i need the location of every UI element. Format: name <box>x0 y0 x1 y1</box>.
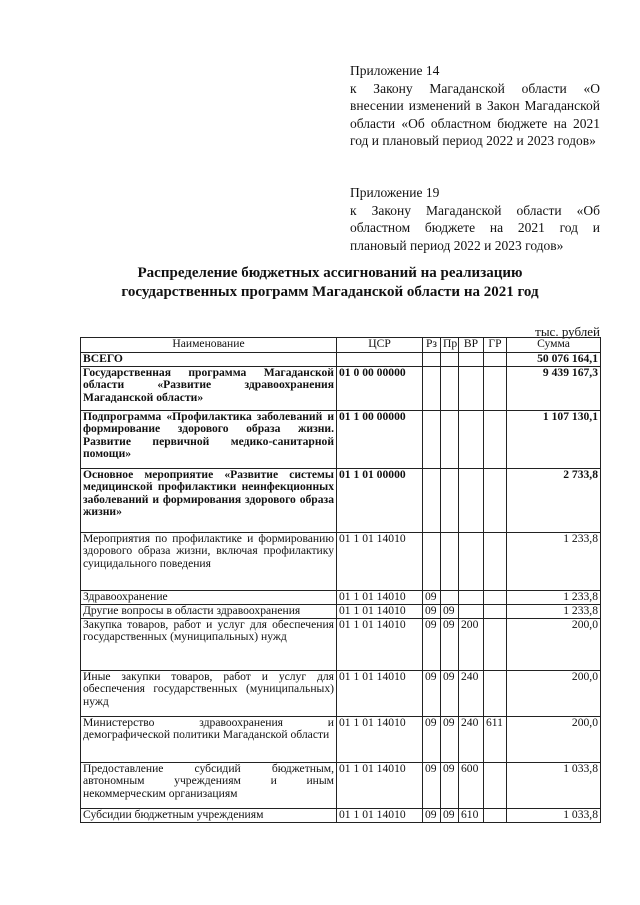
row-sum: 1 233,8 <box>507 604 601 618</box>
row-vr <box>459 604 484 618</box>
row-name: Здравоохранение <box>81 590 337 604</box>
row-csr: 01 1 01 14010 <box>337 604 423 618</box>
row-name: Мероприятия по профилактике и формированию здорового образа жизни, включая профилактику суицидального поведения <box>81 532 337 590</box>
row-vr: 600 <box>459 762 484 808</box>
row-csr <box>337 353 423 367</box>
row-name: Министерство здравоохранения и демографической политики Магаданской области <box>81 716 337 762</box>
document-title-line-2: государственных программ Магаданской области на 2021 год <box>121 284 539 300</box>
table-header-row <box>81 338 601 353</box>
row-rz <box>423 353 441 367</box>
table-row <box>81 808 601 822</box>
row-gr <box>484 353 507 367</box>
row-csr: 01 1 01 14010 <box>337 618 423 670</box>
row-rz: 09 <box>423 670 441 716</box>
row-pr <box>441 590 459 604</box>
row-name: Иные закупки товаров, работ и услуг для обеспечения государственных (муниципальных) нужд <box>81 670 337 716</box>
row-gr <box>484 366 507 410</box>
header-vr: ВР <box>459 338 484 353</box>
row-vr: 240 <box>459 716 484 762</box>
row-vr <box>459 468 484 532</box>
row-vr <box>459 410 484 468</box>
row-vr: 610 <box>459 808 484 822</box>
row-pr: 09 <box>441 808 459 822</box>
row-rz: 09 <box>423 808 441 822</box>
row-csr: 01 0 00 00000 <box>337 366 423 410</box>
table-row <box>81 468 601 532</box>
document-title-line-1: Распределение бюджетных ассигнований на реализацию <box>137 265 523 281</box>
row-vr: 200 <box>459 618 484 670</box>
row-pr: 09 <box>441 618 459 670</box>
row-gr <box>484 670 507 716</box>
row-sum: 200,0 <box>507 716 601 762</box>
header-pr: Пр <box>441 338 459 353</box>
row-rz: 09 <box>423 716 441 762</box>
row-sum: 50 076 164,1 <box>507 353 601 367</box>
row-pr <box>441 532 459 590</box>
table-row <box>81 353 601 367</box>
row-name: Другие вопросы в области здравоохранения <box>81 604 337 618</box>
row-sum: 200,0 <box>507 670 601 716</box>
row-name: Предоставление субсидий бюджетным, автономным учреждениям и иным некоммерческим организациям <box>81 762 337 808</box>
row-gr <box>484 468 507 532</box>
row-sum: 2 733,8 <box>507 468 601 532</box>
row-vr <box>459 366 484 410</box>
table-row <box>81 762 601 808</box>
row-sum: 1 233,8 <box>507 532 601 590</box>
table-row <box>81 716 601 762</box>
allocation-table <box>80 337 601 823</box>
row-csr: 01 1 01 14010 <box>337 808 423 822</box>
table-row <box>81 590 601 604</box>
row-gr <box>484 604 507 618</box>
table-row <box>81 618 601 670</box>
row-csr: 01 1 01 14010 <box>337 716 423 762</box>
row-vr <box>459 590 484 604</box>
row-gr <box>484 410 507 468</box>
row-sum: 1 233,8 <box>507 590 601 604</box>
row-rz: 09 <box>423 762 441 808</box>
row-csr: 01 1 01 14010 <box>337 532 423 590</box>
row-csr: 01 1 01 14010 <box>337 670 423 716</box>
header-csr: ЦСР <box>337 338 423 353</box>
header-name: Наименование <box>81 338 337 353</box>
row-rz <box>423 410 441 468</box>
row-name: Подпрограмма «Профилактика заболеваний и формирование здорового образа жизни. Развитие первичной медико-санитарной помощи» <box>81 410 337 468</box>
row-vr <box>459 353 484 367</box>
row-pr: 09 <box>441 762 459 808</box>
row-pr <box>441 366 459 410</box>
row-rz: 09 <box>423 618 441 670</box>
appendix-19-text: к Закону Магаданской области «Об областном бюджете на 2021 год и плановый период 2022 и 2023 годов» <box>350 202 600 253</box>
row-name: Основное мероприятие «Развитие системы медицинской профилактики неинфекционных заболеваний и формирования здорового образа жизни» <box>81 468 337 532</box>
row-name: ВСЕГО <box>81 353 337 367</box>
table-row <box>81 532 601 590</box>
row-rz <box>423 366 441 410</box>
row-name: Закупка товаров, работ и услуг для обеспечения государственных (муниципальных) нужд <box>81 618 337 670</box>
row-csr: 01 1 00 00000 <box>337 410 423 468</box>
row-csr: 01 1 01 00000 <box>337 468 423 532</box>
row-vr <box>459 532 484 590</box>
row-gr <box>484 808 507 822</box>
row-rz: 09 <box>423 590 441 604</box>
row-gr <box>484 618 507 670</box>
row-rz <box>423 532 441 590</box>
row-rz: 09 <box>423 604 441 618</box>
appendix-14-title: Приложение 14 <box>350 63 440 78</box>
row-rz <box>423 468 441 532</box>
document-title <box>60 264 600 302</box>
table-row <box>81 604 601 618</box>
row-pr: 09 <box>441 716 459 762</box>
row-pr: 09 <box>441 604 459 618</box>
row-sum: 200,0 <box>507 618 601 670</box>
row-csr: 01 1 01 14010 <box>337 590 423 604</box>
row-sum: 9 439 167,3 <box>507 366 601 410</box>
row-name: Субсидии бюджетным учреждениям <box>81 808 337 822</box>
header-sum: Сумма <box>507 338 601 353</box>
row-gr: 611 <box>484 716 507 762</box>
appendix-14-text: к Закону Магаданской области «О внесении изменений в Закон Магаданской области «Об областном бюджете на 2021 год и плановый период 2022 и 2023 годов» <box>350 80 600 148</box>
row-gr <box>484 532 507 590</box>
row-sum: 1 033,8 <box>507 808 601 822</box>
appendix-14-block <box>350 62 600 150</box>
unit-label: тыс. рублей <box>535 324 600 339</box>
row-gr <box>484 762 507 808</box>
table-row <box>81 366 601 410</box>
row-csr: 01 1 01 14010 <box>337 762 423 808</box>
row-sum: 1 107 130,1 <box>507 410 601 468</box>
appendix-19-title: Приложение 19 <box>350 185 440 200</box>
table-row <box>81 670 601 716</box>
row-pr: 09 <box>441 670 459 716</box>
row-pr <box>441 410 459 468</box>
row-sum: 1 033,8 <box>507 762 601 808</box>
header-rz: Рз <box>423 338 441 353</box>
row-vr: 240 <box>459 670 484 716</box>
header-gr: ГР <box>484 338 507 353</box>
row-pr <box>441 353 459 367</box>
row-name: Государственная программа Магаданской области «Развитие здравоохранения Магаданской области» <box>81 366 337 410</box>
row-gr <box>484 590 507 604</box>
table-row <box>81 410 601 468</box>
row-pr <box>441 468 459 532</box>
appendix-19-block <box>350 184 600 254</box>
